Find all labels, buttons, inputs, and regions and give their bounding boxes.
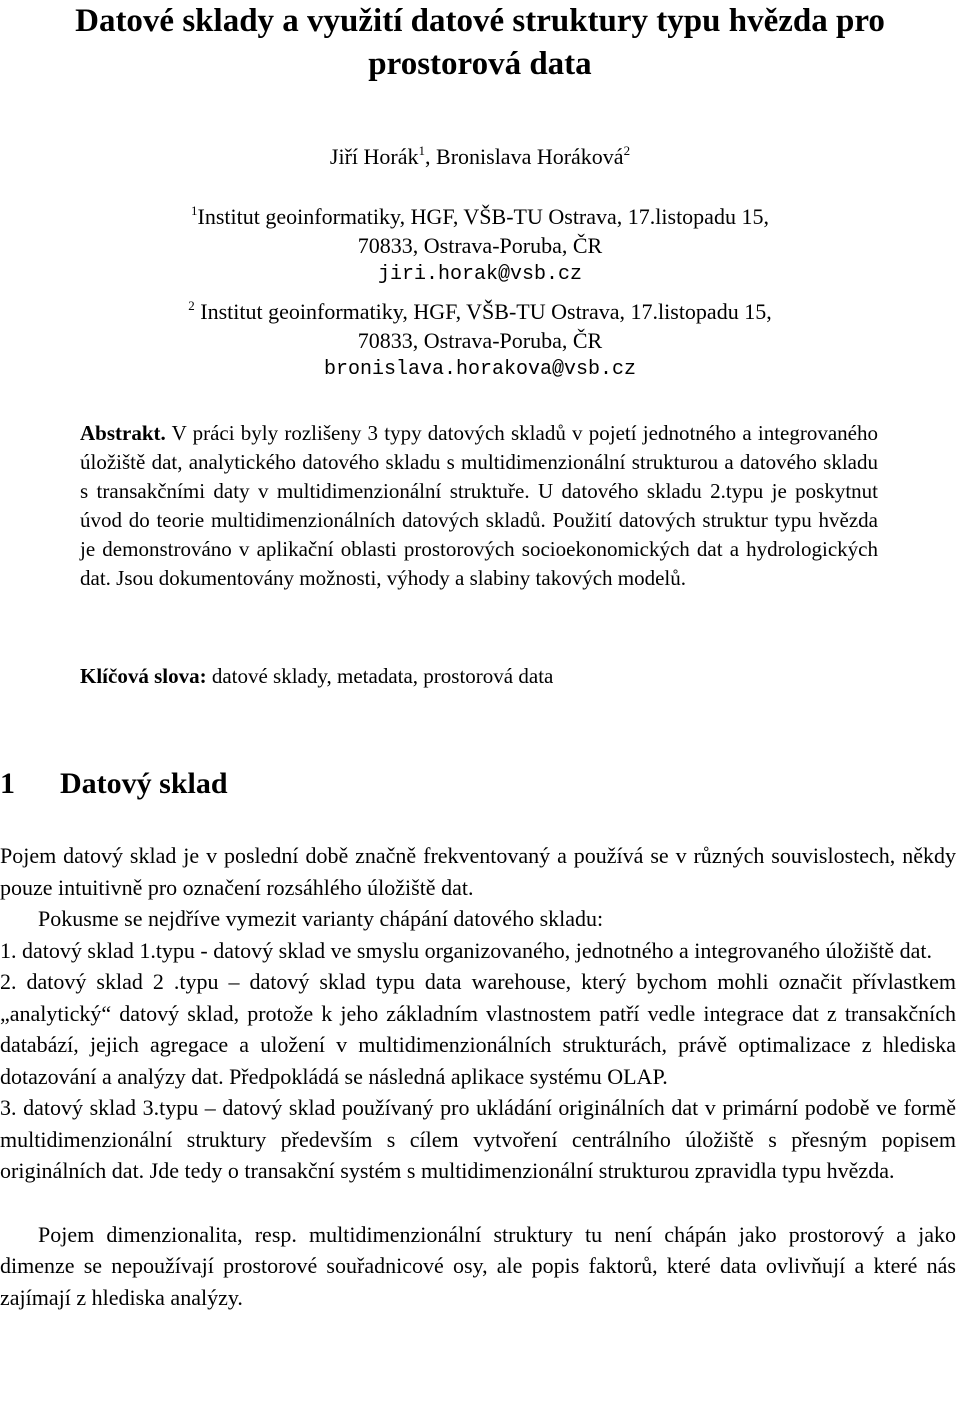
author-name: Bronislava Horáková <box>436 144 624 169</box>
affiliation-marker: 1 <box>418 143 426 158</box>
abstract-text: V práci byly rozlišeny 3 typy datových skladů v pojetí jednotného a integrovaného úložiště dat, analytického datového skladu s multidimenzionální strukturou a datového skladu s transakčními daty v multidimenzionální struktuře. U datového skladu 2.typu je poskytnut úvod do teorie multidimenzionálních datových skladů. Použití datových struktur typu hvězda je demonstrováno v aplikační oblasti prostorových socioekonomických dat a hydrologických dat. Jsou dokumentovány možnosti, výhody a slabiny takových modelů. <box>80 421 878 590</box>
affiliation-marker: 2 <box>188 298 195 313</box>
email-link[interactable]: bronislava.horakova@vsb.cz <box>323 358 637 381</box>
affiliation-marker: 2 <box>623 143 631 158</box>
author-name: Jiří Horák <box>329 144 419 169</box>
author-line <box>0 144 960 170</box>
list-item: 1. datový sklad 1.typu - datový sklad ve smyslu organizovaného, jednotného a integrovaného úložiště dat. <box>0 937 932 963</box>
paragraph: Pojem dimenzionalita, resp. multidimenzionální struktury tu není chápán jako prostorový a jako dimenze se nepoužívají prostorové souřadnicové osy, ale popis faktorů, které data ovlivňují a které nás zajímají z hlediska analýzy. <box>0 1221 956 1310</box>
author-separator: , <box>425 144 437 169</box>
email-link[interactable]: jiri.horak@vsb.cz <box>377 263 583 286</box>
paragraph: Pokusme se nejdříve vymezit varianty chápání datového skladu: <box>38 906 604 931</box>
abstract-label: Abstrakt. <box>80 421 166 445</box>
paper-title: Datové sklady a využití datové struktury typu hvězda pro prostorová data <box>75 3 885 82</box>
affiliation-2 <box>0 297 960 384</box>
affiliation-marker: 1 <box>191 203 198 218</box>
section-heading <box>0 765 228 803</box>
keywords-text: datové sklady, metadata, prostorová data <box>206 664 554 688</box>
affiliation-address: 70833, Ostrava-Poruba, ČR <box>357 233 603 258</box>
list-item: 3. datový sklad 3.typu – datový sklad používaný pro ukládání originálních dat v primární podobě ve formě multidimenzionální struktury především s cílem vytvoření centrálního úložiště s přesným popisem originálních dat. Jde tedy o transakční systém s multidimenzionální strukturou zpravidla typu hvězda. <box>0 1095 956 1183</box>
keywords <box>80 662 880 691</box>
affiliation-address: 70833, Ostrava-Poruba, ČR <box>357 328 603 353</box>
list-item: 2. datový sklad 2 .typu – datový sklad typu data warehouse, který bychom mohli označit přívlastkem „analytický“ datový sklad, protože k jeho základním vlastnostem patří vedle integrace dat z transakčních databází, jejich agregace a uložení v multidimenzionálních strukturách, právě optimalizace z hlediska dotazování a analýzy dat. Předpokládá se následná aplikace systému OLAP. <box>0 969 956 1089</box>
section-title: Datový sklad <box>60 767 228 800</box>
affiliation-line: $^1$Institut geoinformatiky, HGF, VŠB-TU Ostrava, 17.listopadu 15, <box>191 203 769 229</box>
section-body <box>0 840 956 1313</box>
keywords-label: Klíčová slova: <box>80 664 207 688</box>
affiliation-line: $^2$ Institut geoinformatiky, HGF, VŠB-TU Ostrava, 17.listopadu 15, <box>188 298 772 324</box>
affiliation-1 <box>0 202 960 289</box>
paragraph: Pojem datový sklad je v poslední době značně frekventovaný a používá se v různých souvislostech, někdy pouze intuitivně pro označení rozsáhlého úložiště dat. <box>0 843 956 900</box>
section-number: 1 <box>0 767 15 800</box>
abstract <box>80 419 878 593</box>
